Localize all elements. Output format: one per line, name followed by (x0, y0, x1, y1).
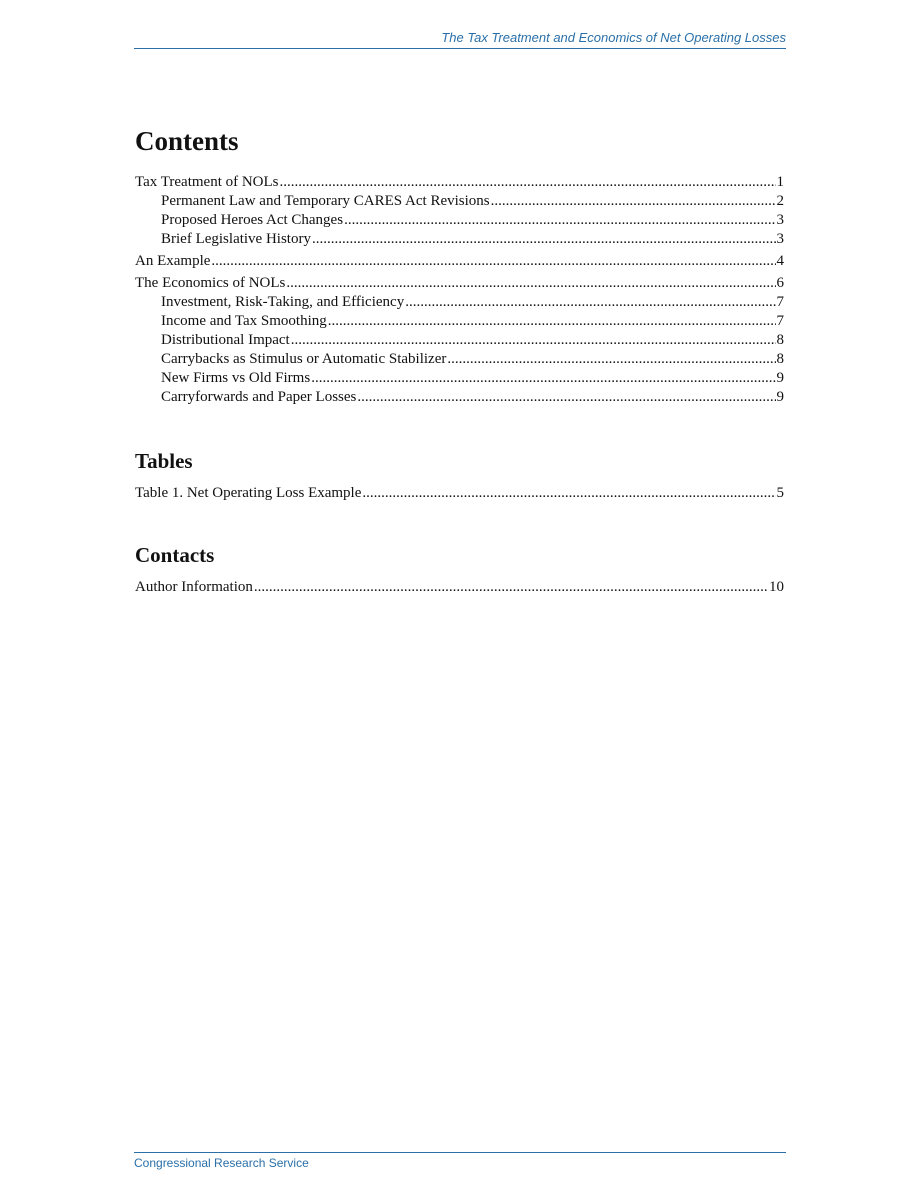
tables-list (135, 484, 784, 503)
toc-entry-page: 10 (769, 579, 784, 595)
toc-entry[interactable] (135, 369, 784, 388)
toc-entry-title: Permanent Law and Temporary CARES Act Revisions (161, 193, 490, 209)
toc-entry-title: Carryforwards and Paper Losses (161, 389, 357, 405)
toc-entry[interactable] (135, 484, 784, 503)
toc-dot-leader (254, 578, 768, 597)
toc-entry-title: Income and Tax Smoothing (161, 313, 327, 329)
toc-entry[interactable] (135, 578, 784, 597)
toc-entry-page: 9 (776, 389, 784, 405)
toc-entry-title: Carrybacks as Stimulus or Automatic Stabilizer (161, 351, 447, 367)
toc-entry-title: The Economics of NOLs (135, 275, 286, 291)
toc-entry-page: 3 (776, 212, 784, 228)
toc-entry[interactable] (135, 274, 784, 293)
toc-dot-leader (344, 211, 775, 230)
toc-dot-leader (357, 388, 775, 407)
contacts-section (135, 543, 784, 597)
toc-entry[interactable] (135, 252, 784, 271)
toc-entry-title: New Firms vs Old Firms (161, 370, 311, 386)
contents-list (135, 173, 784, 407)
toc-entry[interactable] (135, 312, 784, 331)
toc-dot-leader (491, 192, 776, 211)
toc-entry-title: Brief Legislative History (161, 231, 311, 247)
table-of-contents (135, 126, 784, 597)
toc-entry[interactable] (135, 331, 784, 350)
tables-section (135, 449, 784, 503)
toc-dot-leader (447, 350, 775, 369)
toc-entry-page: 8 (776, 332, 784, 348)
toc-entry[interactable] (135, 350, 784, 369)
toc-entry-page: 4 (776, 253, 784, 269)
toc-entry[interactable] (135, 211, 784, 230)
toc-dot-leader (405, 293, 775, 312)
toc-entry-title: Tax Treatment of NOLs (135, 174, 279, 190)
toc-entry-page: 3 (776, 231, 784, 247)
toc-entry[interactable] (135, 388, 784, 407)
toc-entry-title: Investment, Risk-Taking, and Efficiency (161, 294, 405, 310)
toc-dot-leader (311, 369, 775, 388)
toc-entry[interactable] (135, 293, 784, 312)
contents-heading: Contents (135, 126, 239, 156)
toc-entry-title: Table 1. Net Operating Loss Example (135, 485, 362, 501)
page-footer: Congressional Research Service (134, 1152, 786, 1170)
tables-heading: Tables (135, 449, 193, 473)
toc-entry-title: Distributional Impact (161, 332, 290, 348)
toc-entry-page: 6 (776, 275, 784, 291)
toc-dot-leader (362, 484, 775, 503)
toc-entry[interactable] (135, 173, 784, 192)
toc-entry[interactable] (135, 192, 784, 211)
toc-entry-title: Proposed Heroes Act Changes (161, 212, 344, 228)
toc-entry-page: 7 (776, 294, 784, 310)
toc-dot-leader (328, 312, 776, 331)
toc-entry-page: 5 (776, 485, 784, 501)
toc-entry-title: Author Information (135, 579, 253, 595)
toc-entry-page: 7 (776, 313, 784, 329)
running-header: The Tax Treatment and Economics of Net Operating Losses (134, 30, 786, 49)
toc-entry[interactable] (135, 230, 784, 249)
toc-dot-leader (312, 230, 776, 249)
toc-entry-page: 1 (776, 174, 784, 190)
toc-entry-page: 9 (776, 370, 784, 386)
toc-dot-leader (286, 274, 775, 293)
toc-dot-leader (280, 173, 776, 192)
contacts-heading: Contacts (135, 543, 215, 567)
toc-entry-title: An Example (135, 253, 211, 269)
toc-dot-leader (211, 252, 775, 271)
contacts-list (135, 578, 784, 597)
toc-dot-leader (291, 331, 776, 350)
toc-entry-page: 2 (776, 193, 784, 209)
toc-entry-page: 8 (776, 351, 784, 367)
